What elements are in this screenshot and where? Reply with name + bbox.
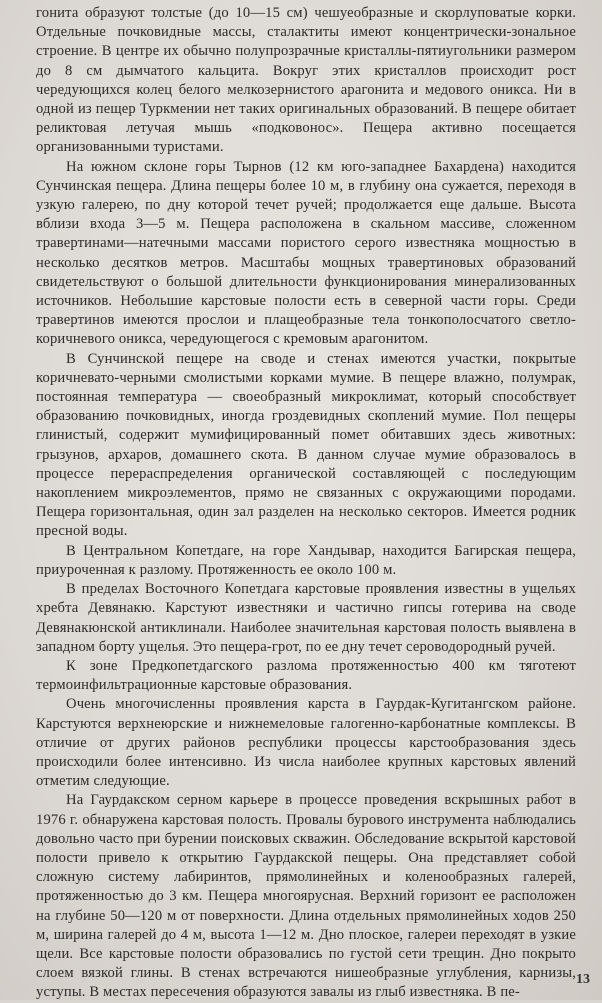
body-text <box>36 4 576 1003</box>
paragraph-mumie: В Сунчинской пещере на своде и стенах имеются участки, покрытые коричневато-черными смолистыми корками мумие. В пещере влажно, полумрак, постоянная температура — своеобразный микроклимат, который способствует образованию почковидных, иногда гроздевидных скоплений мумие. Пол пещеры глинистый, содержит мумифицированный помет обитавших здесь животных: грызунов, архаров, домашнего скота. В данном случае мумие образовалось в процессе перераспределения органической составляющей с последующим накоплением микроэлементов, прямо не связанных с окружающими породами. Пещера горизонтальная, один зал разделен на несколько секторов. Имеется родник пресной воды. <box>36 350 576 540</box>
page-number: 13 <box>576 972 590 987</box>
paragraph-gaurdak-cave: На Гаурдакском серном карьере в процессе проведения вскрышных работ в 1976 г. обнаружена карстовая полость. Провалы бурового инструмента наблюдались довольно часто при бурении поисковых скважин. Обследование вскрытой карстовой полости привело к открытию Гаурдакской пещеры. Она представляет собой сложную систему лабиринтов, прямолинейных и коленообразных галерей, протяженностью до 3 км. Пещера многоярусная. Верхний горизонт ее расположен на глубине 50—120 м от поверхности. Длина отдельных прямолинейных ходов 250 м, ширина галерей до 4 м, высота 1—12 м. Дно плоское, галереи переходят в узкие щели. Все карстовые полости образовались по густой сети трещин. Дно покрыто слоем вязкой глины. В стенах встречаются нишеобразные углубления, карнизы, уступы. В местах пересечения образуются завалы из глыб известняка. В пе- <box>36 792 576 1001</box>
paragraph-bagir-cave: В Центральном Копетдаге, на горе Хандывар, находится Багирская пещера, приуроченная к разлому. Протяженность ее около 100 м. <box>36 542 576 578</box>
paragraph-fault-zone: К зоне Предкопетдагского разлома протяженностью 400 км тяготеют термоинфильтрационные карстовые образования. <box>36 657 576 694</box>
paragraph-suncha-cave: На южном склоне горы Тырнов (12 км юго-западнее Бахардена) находится Сунчинская пещера. Длина пещеры более 10 м, в глубину она сужается, переходя в узкую галерею, по дну которой течет ручей; продолжается еще дальше. Высота вблизи входа 3—5 м. Пещера расположена в скальном массиве, сложенном травертинами—натечными массами пористого серого известняка мощностью в несколько десятков метров. Масштабы мощных травертиновых образований свидетельствуют о большой длительности функционирования минерализованных источников. Небольшие карстовые полости есть в северной части горы. Среди травертинов имеются прослои и плащеобразные тела тонкополосчатого светло-коричневого оникса, чередующегося с кремовым арагонитом. <box>36 158 576 348</box>
paragraph-gaurdak-region: Очень многочисленны проявления карста в Гаурдак-Кугитангском районе. Карстуются верхнеюрские и нижнемеловые галогенно-карбонатные комплексы. В отличие от других районов республики процессы карстообразования здесь происходили более интенсивно. Из числа наиболее крупных карстовых явлений отметим следующие. <box>36 696 576 790</box>
paragraph-east-kopetdag: В пределах Восточного Копетдага карстовые проявления известны в ущельях хребта Девянакю. Карстуют известняки и частично гипсы готерива на своде Девянакюнской антиклинали. Наиболее значительная карстовая полость выявлена в западном борту ущелья. Это пещера-грот, по ее дну течет сероводородный ручей. <box>36 581 576 655</box>
paragraph-continuation: гонита образуют толстые (до 10—15 см) чешуеобразные и скорлуповатые корки. Отдельные почковидные массы, сталактиты имеют концентрически-зональное строение. В центре их обычно полупрозрачные кристаллы-пятиугольники размером до 8 см дымчатого кальцита. Вокруг этих кристаллов происходит рост чередующихся колец белого мелкозернистого арагонита и медового оникса. Ни в одной из пещер Туркмении нет таких оригинальных образований. В пещере обитает реликтовая летучая мышь «подковонос». Пещера активно посещается организованными туристами. <box>36 5 576 156</box>
